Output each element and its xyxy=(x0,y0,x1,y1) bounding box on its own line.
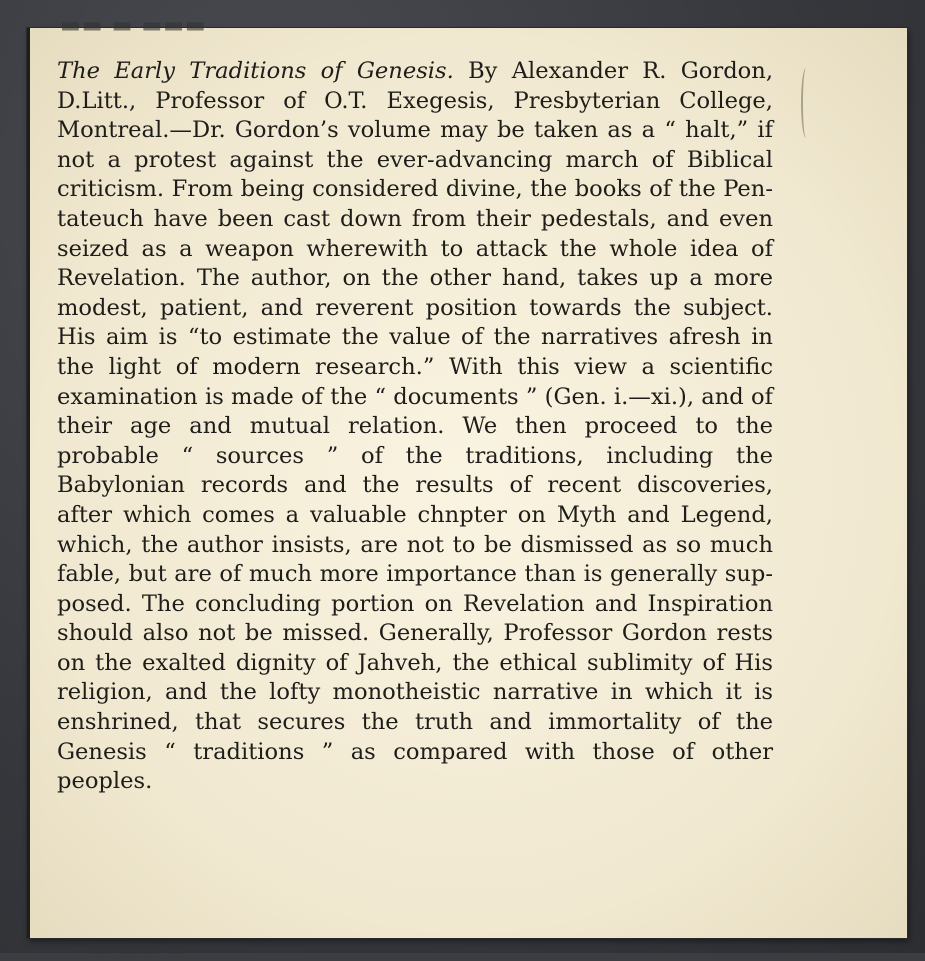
newspaper-clipping xyxy=(27,13,907,938)
review-body: By Alexander R. Gordon, D.Litt., Professor of O.T. Exegesis, Presbyterian College, Montreal.—Dr. Gordon’s volume may be taken as a “ halt,” if not a protest against the ever-advancing march of Biblical criticism. From being considered divine, the books of the Pentateuch have been cast down from their pedestals, and even seized as a weapon wherewith to attack the whole idea of Revelation. The author, on the other hand, takes up a more modest, patient, and reverent position towards the subject. His aim is “to estimate the value of the narratives afresh in the light of modern research.” With this view a scientific examination is made of the “ documents ” (Gen. i.—xi.), and of their age and mutual relation. We then proceed to the probable “ sources ” of the traditions, including the Babylonian records and the results of recent discoveries, after which comes a valuable chnpter on Myth and Legend, which, the author insists, are not to be dismissed as so much fable, but are of much more importance than is generally supposed. The concluding portion on Revelation and Inspiration should also not be missed. Generally, Professor Gordon rests on the exalted dignity of Jahveh, the ethical sublimity of His religion, and the lofty monotheistic narrative in which it is enshrined, that secures the truth and immortality of the Genesis “ traditions ” as compared with those of other peoples. xyxy=(57,58,773,795)
cut-off-next-text xyxy=(90,938,390,948)
book-title: The Early Traditions of Genesis. xyxy=(57,58,454,84)
paper-crease-mark xyxy=(801,68,811,138)
review-paragraph xyxy=(57,57,773,797)
cut-off-previous-text: ▬▬ ▬ ▬▬▬ xyxy=(60,13,207,38)
